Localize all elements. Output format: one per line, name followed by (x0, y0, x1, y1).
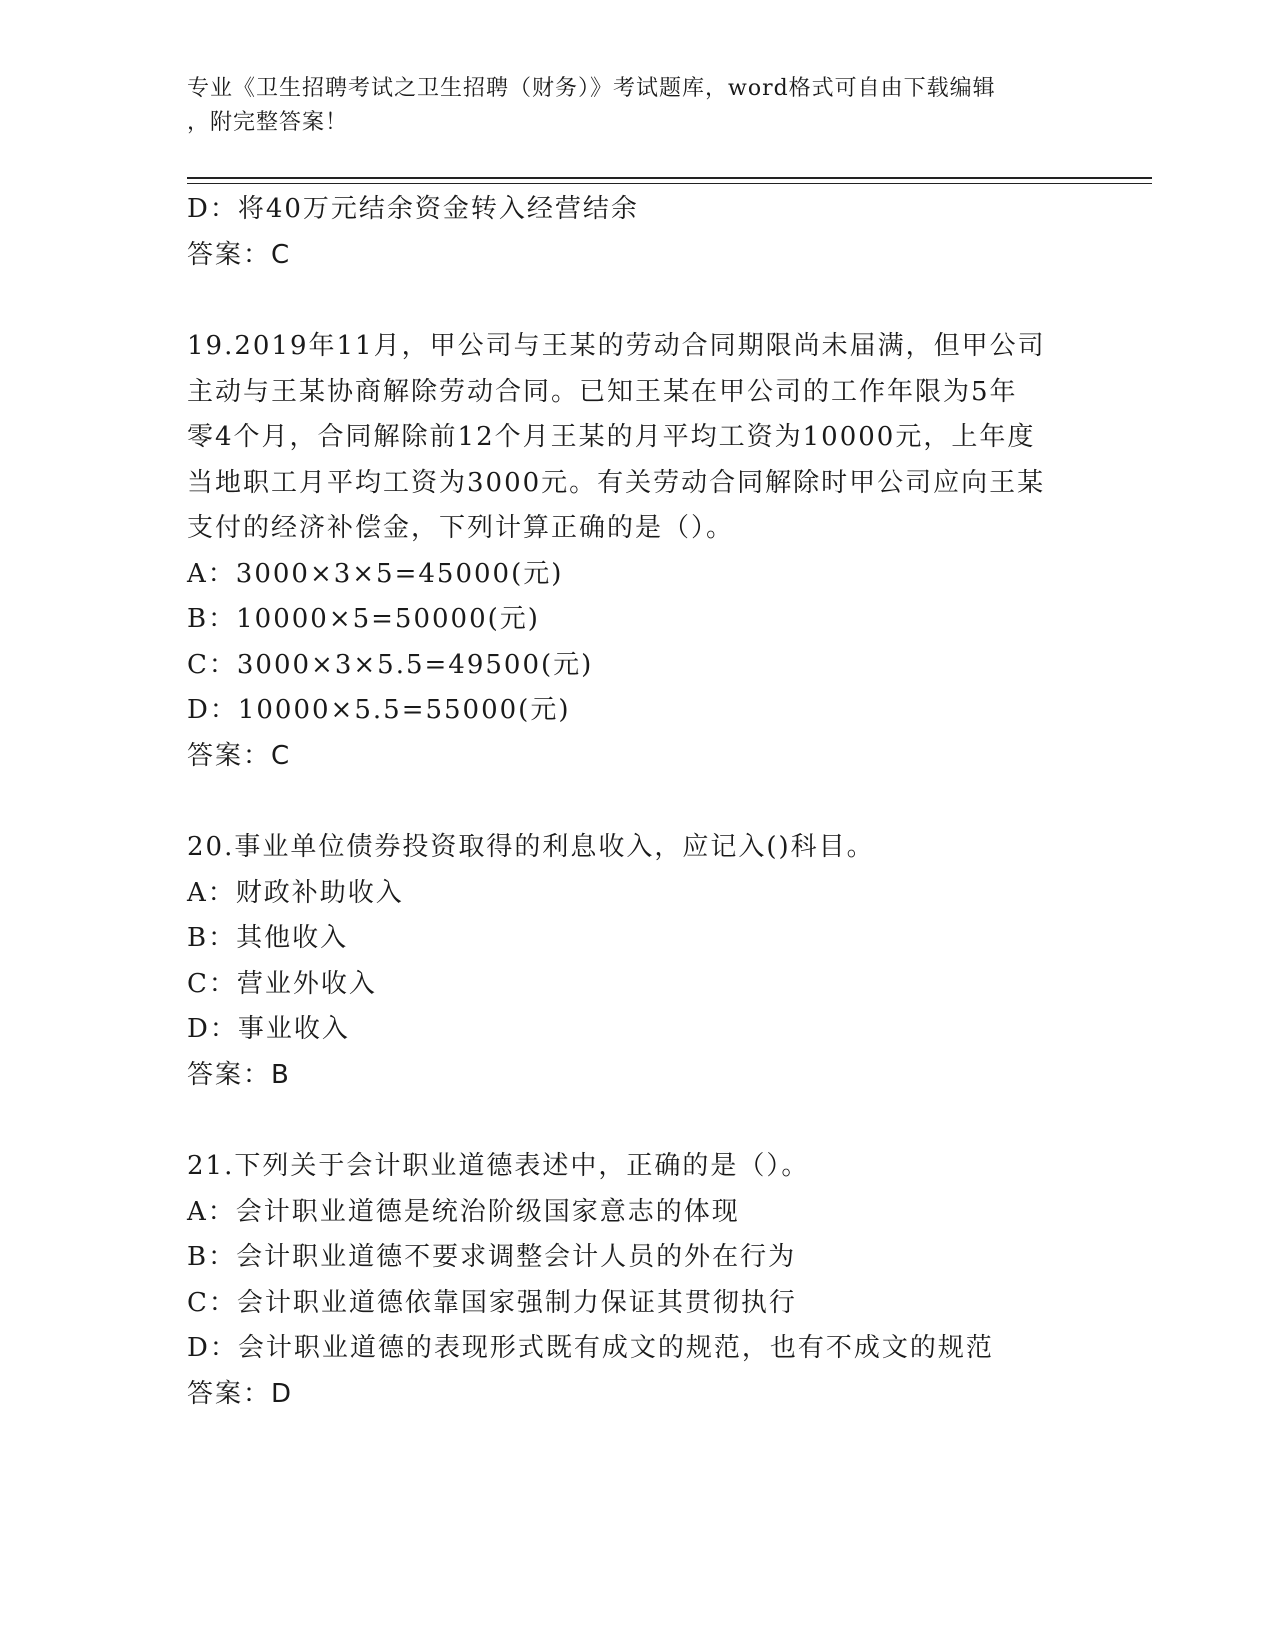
option-d: D：10000×5.5=55000(元) (187, 695, 571, 725)
question-stem-line: 支付的经济补偿金，下列计算正确的是（）。 (187, 513, 735, 543)
question-stem-line: 当地职工月平均工资为3000元。有关劳动合同解除时甲公司应向王某 (187, 467, 1046, 498)
page-header (187, 72, 1077, 140)
question-stem: 21.下列关于会计职业道德表述中，正确的是（）。 (187, 1151, 810, 1181)
question-21 (187, 1144, 1087, 1417)
option-b: B：10000×5=50000(元) (187, 604, 540, 634)
option-d: D：事业收入 (187, 1014, 350, 1044)
header-divider-thin (187, 183, 1152, 184)
spacer (187, 779, 1087, 825)
answer-line: 答案：C (187, 740, 292, 771)
option-a: A：财政补助收入 (187, 877, 404, 908)
question-stem: 20.事业单位债券投资取得的利息收入，应记入()科目。 (187, 832, 875, 862)
header-line-1: 专业《卫生招聘考试之卫生招聘（财务）》考试题库，word格式可自由下载编辑 (187, 76, 996, 101)
option-b: B：会计职业道德不要求调整会计人员的外在行为 (187, 1242, 797, 1272)
option-c: C：会计职业道德依靠国家强制力保证其贯彻执行 (187, 1287, 797, 1318)
spacer (187, 1098, 1087, 1144)
option-a: A：3000×3×5=45000(元) (187, 558, 564, 589)
header-divider-thick (187, 177, 1152, 179)
option-a: A：会计职业道德是统治阶级国家意志的体现 (187, 1196, 740, 1227)
answer-line: 答案：C (187, 239, 292, 270)
option-d: D：将40万元结余资金转入经营结余 (187, 194, 639, 224)
option-b: B：其他收入 (187, 923, 349, 953)
document-body (187, 187, 1087, 1417)
question-stem-line: 19.2019年11月，甲公司与王某的劳动合同期限尚未届满，但甲公司 (187, 331, 1046, 361)
question-stem-line: 主动与王某协商解除劳动合同。已知王某在甲公司的工作年限为5年 (187, 376, 1018, 407)
spacer (187, 278, 1087, 324)
question-20 (187, 825, 1087, 1098)
option-c: C：营业外收入 (187, 968, 377, 999)
previous-question-tail (187, 187, 1087, 278)
question-stem-line: 零4个月，合同解除前12个月王某的月平均工资为10000元，上年度 (187, 422, 1036, 452)
answer-line: 答案：B (187, 1059, 291, 1090)
question-19 (187, 324, 1087, 779)
answer-line: 答案：D (187, 1378, 294, 1409)
option-c: C：3000×3×5.5=49500(元) (187, 649, 594, 680)
header-line-2: ，附完整答案！ (187, 110, 349, 135)
option-d: D：会计职业道德的表现形式既有成文的规范，也有不成文的规范 (187, 1333, 994, 1363)
